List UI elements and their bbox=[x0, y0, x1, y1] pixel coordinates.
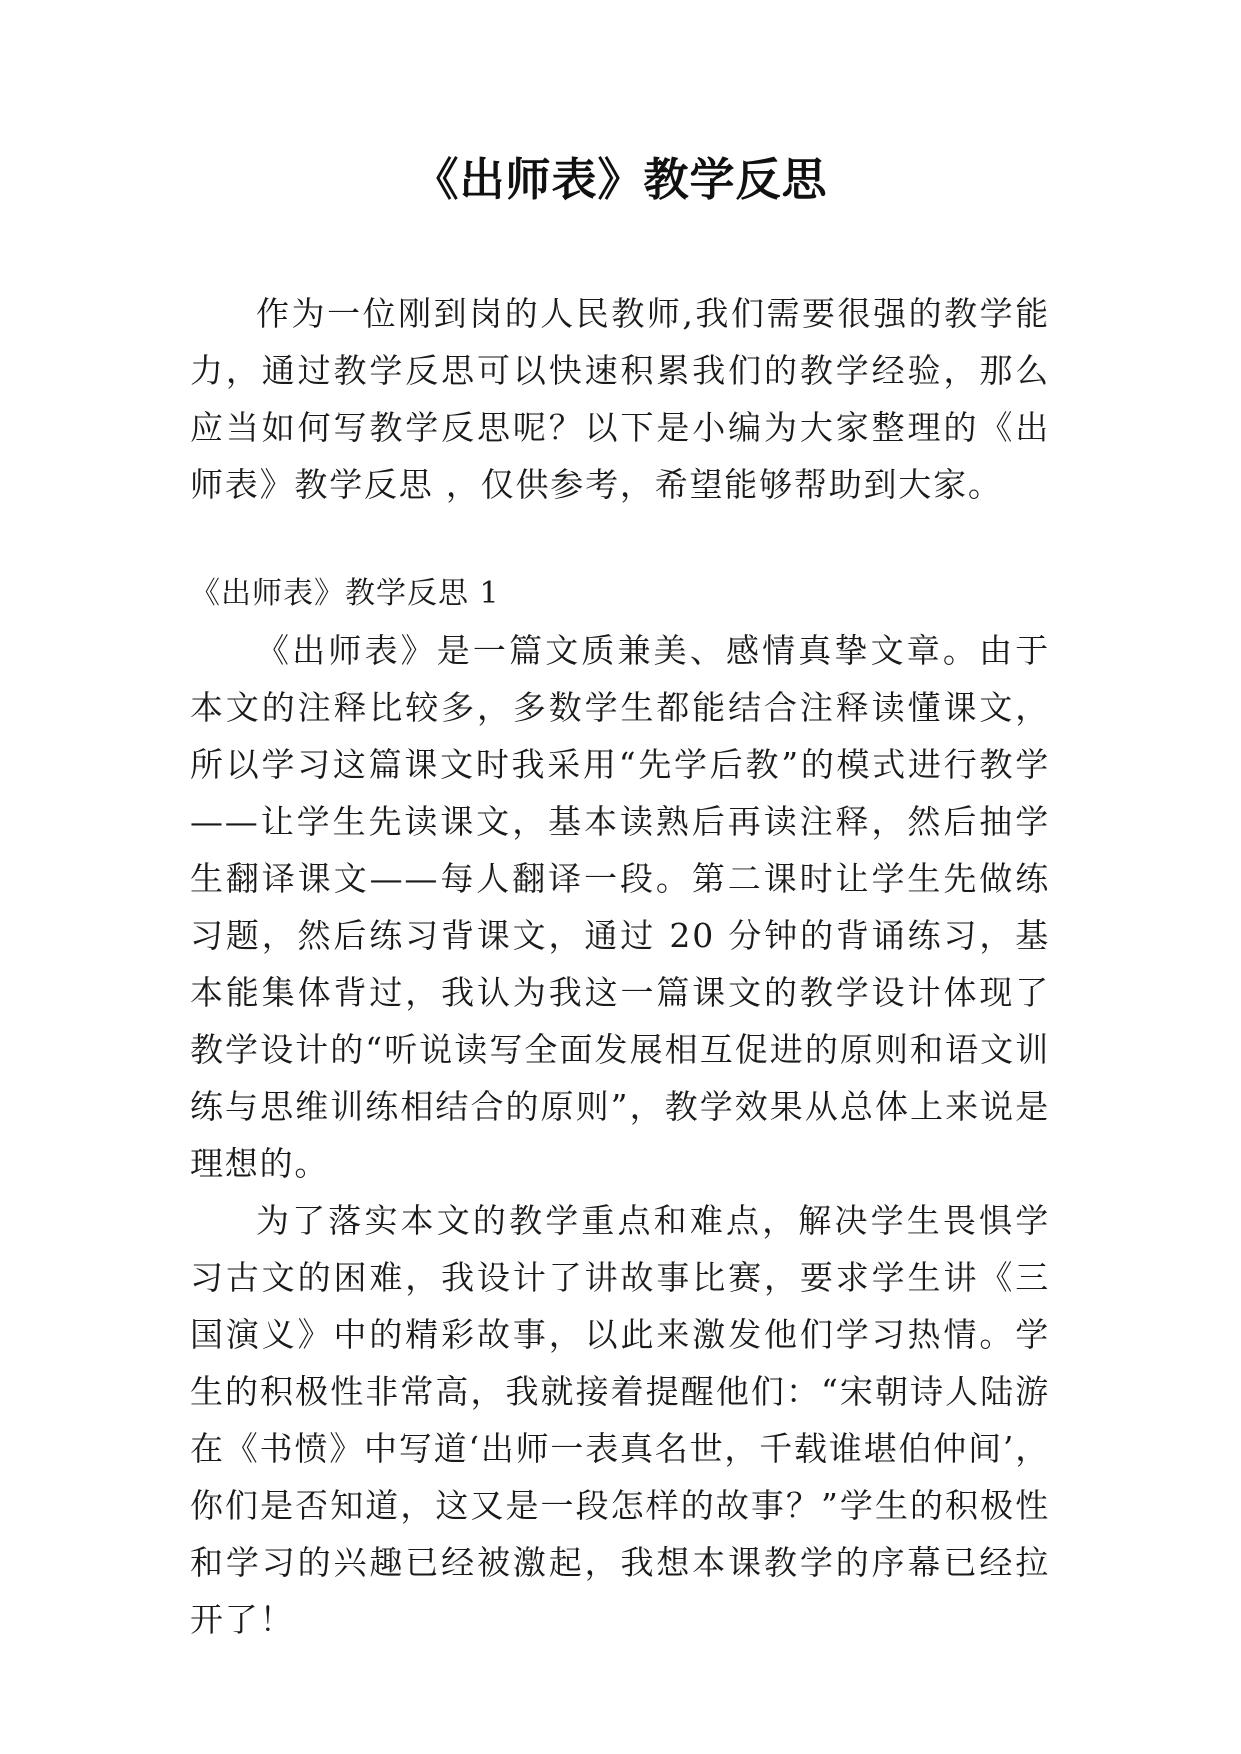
intro-paragraph: 作为一位刚到岗的人民教师,我们需要很强的教学能力，通过教学反思可以快速积累我们的教学经验，那么应当如何写教学反思呢？以下是小编为大家整理的《出师表》教学反思 ，仅供参考，希望能够帮助到大家。 bbox=[190, 294, 1050, 504]
body-paragraph: 《出师表》是一篇文质兼美、感情真挚文章。由于本文的注释比较多，多数学生都能结合注释读懂课文，所以学习这篇课文时我采用“先学后教”的模式进行教学——让学生先读课文，基本读熟后再读注释，然后抽学生翻译课文——每人翻译一段。第二课时让学生先做练习题，然后练习背课文，通过 20 分钟的背诵练习，基本能集体背过，我认为我这一篇课文的教学设计体现了教学设计的“听说读写全面发展相互促进的原则和语文训练与思维训练相结合的原则”，教学效果从总体上来说是理想的。 bbox=[190, 631, 1050, 1183]
document-title: 《出师表》教学反思 bbox=[413, 153, 828, 206]
section-heading: 《出师表》教学反思 1 bbox=[190, 576, 500, 611]
document-body bbox=[190, 285, 1050, 1648]
body-paragraph: 为了落实本文的教学重点和难点，解决学生畏惧学习古文的困难，我设计了讲故事比赛，要求学生讲《三国演义》中的精彩故事，以此来激发他们学习热情。学生的积极性非常高，我就接着提醒他们：“宋朝诗人陆游在《书愤》中写道‘出师一表真名世，千载谁堪伯仲间’，你们是否知道，这又是一段怎样的故事？”学生的积极性和学习的兴趣已经被激起，我想本课教学的序幕已经拉开了！ bbox=[190, 1201, 1050, 1639]
